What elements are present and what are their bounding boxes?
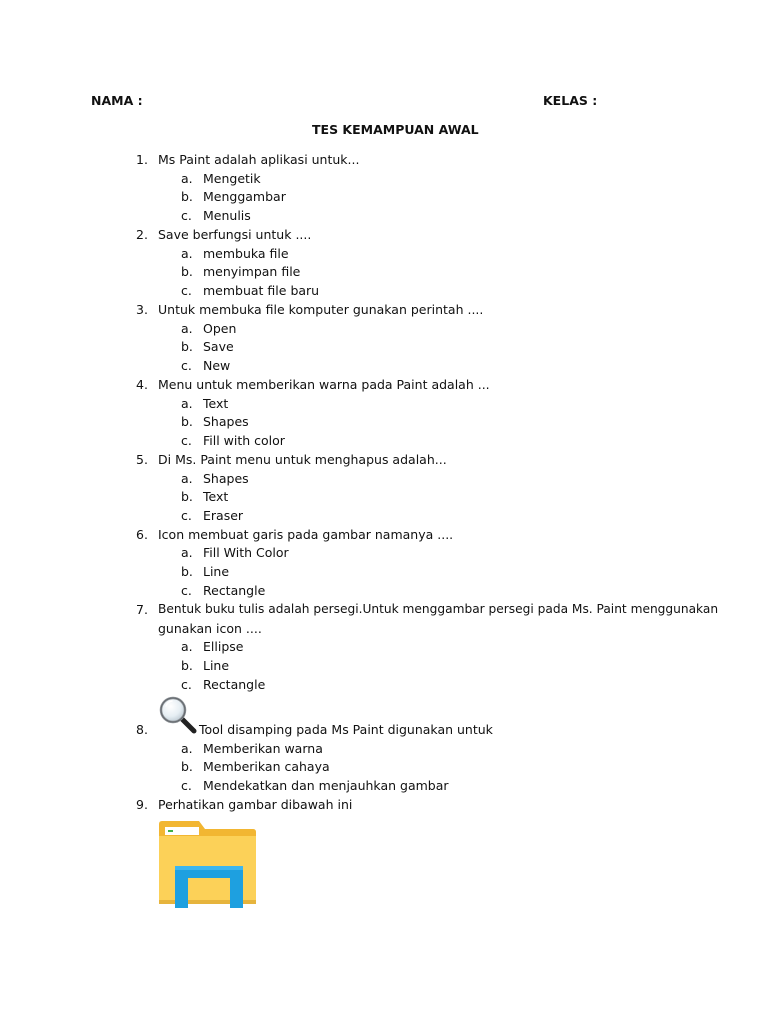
option-text: Memberikan cahaya bbox=[203, 759, 330, 774]
option-letter: c. bbox=[181, 677, 192, 692]
option-text: Text bbox=[203, 396, 229, 411]
option-letter: a. bbox=[181, 171, 193, 186]
option-letter: c. bbox=[181, 208, 192, 223]
option-text: Fill With Color bbox=[203, 545, 289, 560]
option-text: Mengetik bbox=[203, 171, 261, 186]
option-letter: b. bbox=[181, 759, 193, 774]
option-letter: b. bbox=[181, 264, 193, 279]
question-number: 3. bbox=[136, 302, 148, 317]
nama-label: NAMA : bbox=[91, 93, 143, 108]
question-number: 8. bbox=[136, 722, 148, 737]
question-number: 6. bbox=[136, 527, 148, 542]
question-text: Save berfungsi untuk .... bbox=[158, 227, 312, 242]
question-number: 1. bbox=[136, 152, 148, 167]
question-number: 2. bbox=[136, 227, 148, 242]
option-text: Mendekatkan dan menjauhkan gambar bbox=[203, 778, 449, 793]
page-title: TES KEMAMPUAN AWAL bbox=[312, 122, 479, 137]
question-number: 4. bbox=[136, 377, 148, 392]
option-letter: c. bbox=[181, 283, 192, 298]
option-text: Rectangle bbox=[203, 677, 266, 692]
question-text: Di Ms. Paint menu untuk menghapus adalah... bbox=[158, 452, 447, 467]
option-text: membuat file baru bbox=[203, 283, 320, 298]
option-letter: b. bbox=[181, 339, 193, 354]
option-letter: b. bbox=[181, 189, 193, 204]
option-text: Line bbox=[203, 564, 230, 579]
option-text: Shapes bbox=[203, 471, 249, 486]
question-number: 7. bbox=[136, 602, 148, 617]
option-text: Text bbox=[203, 489, 229, 504]
option-letter: c. bbox=[181, 358, 192, 373]
question-number: 9. bbox=[136, 797, 148, 812]
option-text: Rectangle bbox=[203, 583, 266, 598]
option-letter: a. bbox=[181, 321, 193, 336]
magnifier-icon bbox=[157, 694, 197, 734]
option-letter: b. bbox=[181, 564, 193, 579]
option-text: Eraser bbox=[203, 508, 244, 523]
question-text: Perhatikan gambar dibawah ini bbox=[158, 797, 353, 812]
option-letter: c. bbox=[181, 433, 192, 448]
option-letter: b. bbox=[181, 489, 193, 504]
kelas-label: KELAS : bbox=[543, 93, 598, 108]
option-letter: c. bbox=[181, 508, 192, 523]
option-text: membuka file bbox=[203, 246, 289, 261]
option-letter: c. bbox=[181, 778, 192, 793]
option-text: menyimpan file bbox=[203, 264, 301, 279]
option-letter: a. bbox=[181, 545, 193, 560]
option-text: Menggambar bbox=[203, 189, 286, 204]
file-explorer-folder-icon bbox=[157, 820, 258, 908]
option-letter: a. bbox=[181, 741, 193, 756]
option-letter: c. bbox=[181, 583, 192, 598]
question-text: Ms Paint adalah aplikasi untuk... bbox=[158, 152, 360, 167]
option-text: Menulis bbox=[203, 208, 251, 223]
option-letter: b. bbox=[181, 414, 193, 429]
option-text: Fill with color bbox=[203, 433, 285, 448]
question-text: Bentuk buku tulis adalah persegi.Untuk menggambar persegi pada Ms. Paint menggunakan bbox=[158, 602, 719, 616]
option-letter: a. bbox=[181, 246, 193, 261]
option-text: Save bbox=[203, 339, 234, 354]
option-text: Ellipse bbox=[203, 639, 244, 654]
question-text: Untuk membuka file komputer gunakan perintah .... bbox=[158, 302, 484, 317]
question-text: Icon membuat garis pada gambar namanya .... bbox=[158, 527, 454, 542]
option-letter: a. bbox=[181, 639, 193, 654]
question-text-continued: gunakan icon .... bbox=[158, 621, 262, 636]
question-number: 5. bbox=[136, 452, 148, 467]
option-letter: a. bbox=[181, 396, 193, 411]
option-text: Line bbox=[203, 658, 230, 673]
option-letter: a. bbox=[181, 471, 193, 486]
option-text: Open bbox=[203, 321, 237, 336]
option-text: New bbox=[203, 358, 231, 373]
question-text: Tool disamping pada Ms Paint digunakan untuk bbox=[199, 722, 493, 737]
option-text: Memberikan warna bbox=[203, 741, 323, 756]
option-text: Shapes bbox=[203, 414, 249, 429]
question-text: Menu untuk memberikan warna pada Paint adalah ... bbox=[158, 377, 490, 392]
option-letter: b. bbox=[181, 658, 193, 673]
